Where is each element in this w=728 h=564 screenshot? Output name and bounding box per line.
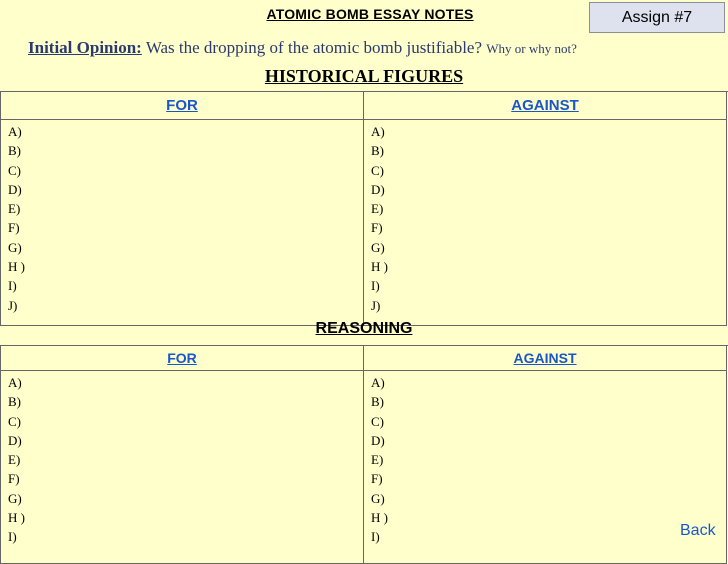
reasoning-against-item: D) [371, 432, 385, 448]
historical-against-item: B) [371, 143, 384, 159]
reasoning-table [0, 345, 728, 564]
historical-for-item: J) [8, 297, 18, 313]
reasoning-against-item: B) [371, 394, 384, 410]
historical-for-item: H ) [8, 259, 25, 275]
reasoning-for-item: E) [8, 452, 21, 468]
page-title: ATOMIC BOMB ESSAY NOTES [266, 6, 474, 22]
reasoning-against-item: C) [371, 413, 384, 429]
reasoning-against-column [364, 371, 727, 564]
reasoning-heading: REASONING [315, 320, 413, 337]
opinion-question: Was the dropping of the atomic bomb justifiable? [145, 38, 483, 57]
historical-for-item: A) [8, 124, 22, 139]
historical-for-item: F) [8, 220, 20, 236]
historical-for-item: E) [8, 201, 21, 217]
historical-against-column [364, 120, 727, 326]
historical-against-item: G) [371, 239, 385, 255]
reasoning-against-header[interactable]: AGAINST [364, 346, 727, 371]
reasoning-against-item: I) [371, 529, 380, 545]
reasoning-for-item: A) [8, 375, 22, 390]
historical-against-item: C) [371, 162, 384, 178]
reasoning-against-item: F) [371, 471, 383, 487]
reasoning-against-item: E) [371, 452, 384, 468]
reasoning-for-item: D) [8, 432, 22, 448]
historical-for-item: B) [8, 143, 21, 159]
historical-for-item: G) [8, 239, 22, 255]
historical-figures-table [0, 91, 728, 326]
historical-against-item: I) [371, 278, 380, 294]
historical-against-item: D) [371, 181, 385, 197]
historical-for-item: D) [8, 181, 22, 197]
reasoning-for-item: C) [8, 413, 21, 429]
reasoning-against-item: H ) [371, 510, 388, 526]
reasoning-for-item: H ) [8, 510, 25, 526]
reasoning-against-item: A) [371, 375, 385, 390]
historical-for-item: I) [8, 278, 17, 294]
historical-figures-heading: HISTORICAL FIGURES [264, 66, 464, 86]
reasoning-for-column [1, 371, 364, 564]
reasoning-for-item: B) [8, 394, 21, 410]
opinion-label: Initial Opinion: [28, 38, 142, 57]
reasoning-for-item: F) [8, 471, 20, 487]
reasoning-against-item: G) [371, 490, 385, 506]
assign-button[interactable]: Assign #7 [589, 2, 725, 33]
back-link[interactable]: Back [680, 522, 716, 539]
historical-for-header[interactable]: FOR [1, 92, 364, 120]
reasoning-for-header[interactable]: FOR [1, 346, 364, 371]
reasoning-for-item: G) [8, 490, 22, 506]
historical-against-item: F) [371, 220, 383, 236]
historical-against-item: H ) [371, 259, 388, 275]
historical-against-item: A) [371, 124, 385, 139]
reasoning-for-item: I) [8, 529, 17, 545]
historical-for-item: C) [8, 162, 21, 178]
historical-against-item: E) [371, 201, 384, 217]
historical-against-item: J) [371, 297, 381, 313]
historical-for-column [1, 120, 364, 326]
initial-opinion [28, 38, 577, 58]
historical-against-header[interactable]: AGAINST [364, 92, 727, 120]
opinion-subquestion: Why or why not? [486, 41, 577, 56]
